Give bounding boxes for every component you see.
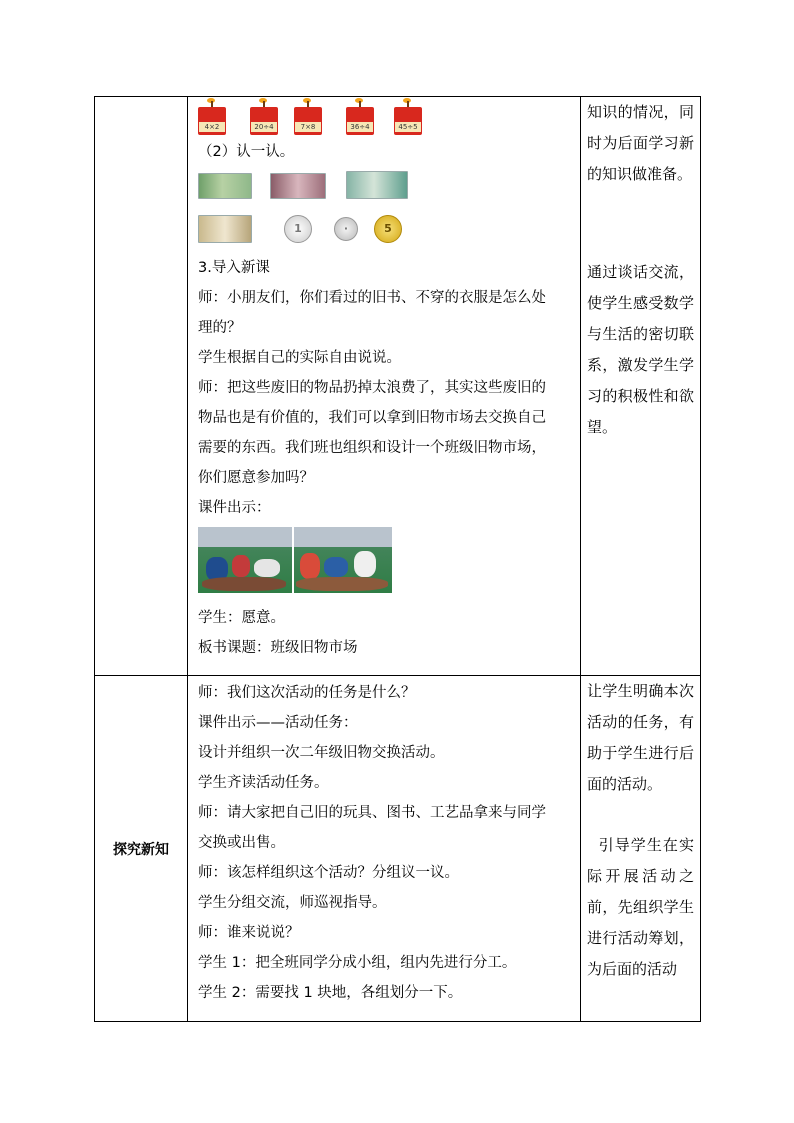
text-line: 学生分组交流，师巡视指导。 — [198, 895, 387, 911]
text-line: 3.导入新课 — [198, 260, 270, 276]
table-row — [95, 97, 701, 676]
banknote-row — [198, 167, 574, 207]
market-photo-image — [198, 527, 292, 593]
one-yuan-note-icon — [346, 171, 408, 199]
firecracker-icon: 45÷5 — [394, 101, 422, 137]
firecracker-row — [198, 99, 574, 145]
intent-note: 知识的情况，同时为后面学习新的知识做准备。 — [587, 103, 694, 183]
table-row — [95, 676, 701, 1022]
text-line: 师：我们这次活动的任务是什么？ — [198, 685, 416, 701]
two-yuan-note-icon — [198, 173, 252, 199]
text-line: （2）认一认。 — [198, 144, 295, 160]
process-cell — [188, 676, 581, 1022]
twenty-yuan-note-icon — [198, 215, 252, 243]
market-photo-image — [294, 527, 392, 593]
text-line: 板书课题：班级旧物市场 — [198, 640, 358, 656]
text-line: 课件出示——活动任务： — [198, 715, 358, 731]
currency-row — [198, 207, 574, 253]
text-line: 你们愿意参加吗？ — [198, 470, 314, 486]
stage-label: 探究新知 — [95, 676, 188, 1022]
text-line: 需要的东西。我们班也组织和设计一个班级旧物市场， — [198, 440, 546, 456]
text-line: 师：小朋友们，你们看过的旧书、不穿的衣服是怎么处 — [198, 290, 546, 306]
text-line: 学生 2：需要找 1 块地，各组划分一下。 — [198, 985, 463, 1001]
text-line: 师：谁来说说？ — [198, 925, 300, 941]
intent-note: 引导学生在实际开展活动之前，先组织学生进行活动筹划，为后面的活动 — [587, 836, 694, 978]
lesson-plan-table — [94, 96, 701, 1022]
text-line: 设计并组织一次二年级旧物交换活动。 — [198, 745, 445, 761]
text-line: 师：请大家把自己旧的玩具、图书、工艺品拿来与同学 — [198, 805, 546, 821]
text-line: 学生根据自己的实际自由说说。 — [198, 350, 401, 366]
text-line: 师：把这些废旧的物品扔掉太浪费了，其实这些废旧的 — [198, 380, 546, 396]
firecracker-icon: 7×8 — [294, 101, 322, 137]
one-yuan-coin-icon: 1 — [284, 215, 312, 243]
firecracker-icon: 36÷4 — [346, 101, 374, 137]
text-line: 物品也是有价值的，我们可以拿到旧物市场去交换自己 — [198, 410, 546, 426]
text-line: 交换或出售。 — [198, 835, 285, 851]
intent-note: 让学生明确本次活动的任务，有助于学生进行后面的活动。 — [587, 682, 694, 793]
text-line: 学生齐读活动任务。 — [198, 775, 329, 791]
stage-cell-empty — [95, 97, 188, 676]
process-cell — [188, 97, 581, 676]
intent-cell — [581, 97, 701, 676]
text-line: 学生：愿意。 — [198, 610, 285, 626]
five-jiao-note-icon — [270, 173, 326, 199]
firecracker-icon: 20÷4 — [250, 101, 278, 137]
five-jiao-coin-icon: 5 — [374, 215, 402, 243]
text-line: 学生 1：把全班同学分成小组，组内先进行分工。 — [198, 955, 517, 971]
intent-note: 通过谈话交流，使学生感受数学与生活的密切联系，激发学生学习的积极性和欲望。 — [587, 263, 694, 436]
firecracker-icon: 4×2 — [198, 101, 226, 137]
text-line: 师：该怎样组织这个活动？分组议一议。 — [198, 865, 459, 881]
one-jiao-coin-icon: · — [334, 217, 358, 241]
text-line: 课件出示： — [198, 500, 271, 516]
intent-cell — [581, 676, 701, 1022]
market-photos — [198, 527, 574, 603]
text-line: 理的？ — [198, 320, 242, 336]
